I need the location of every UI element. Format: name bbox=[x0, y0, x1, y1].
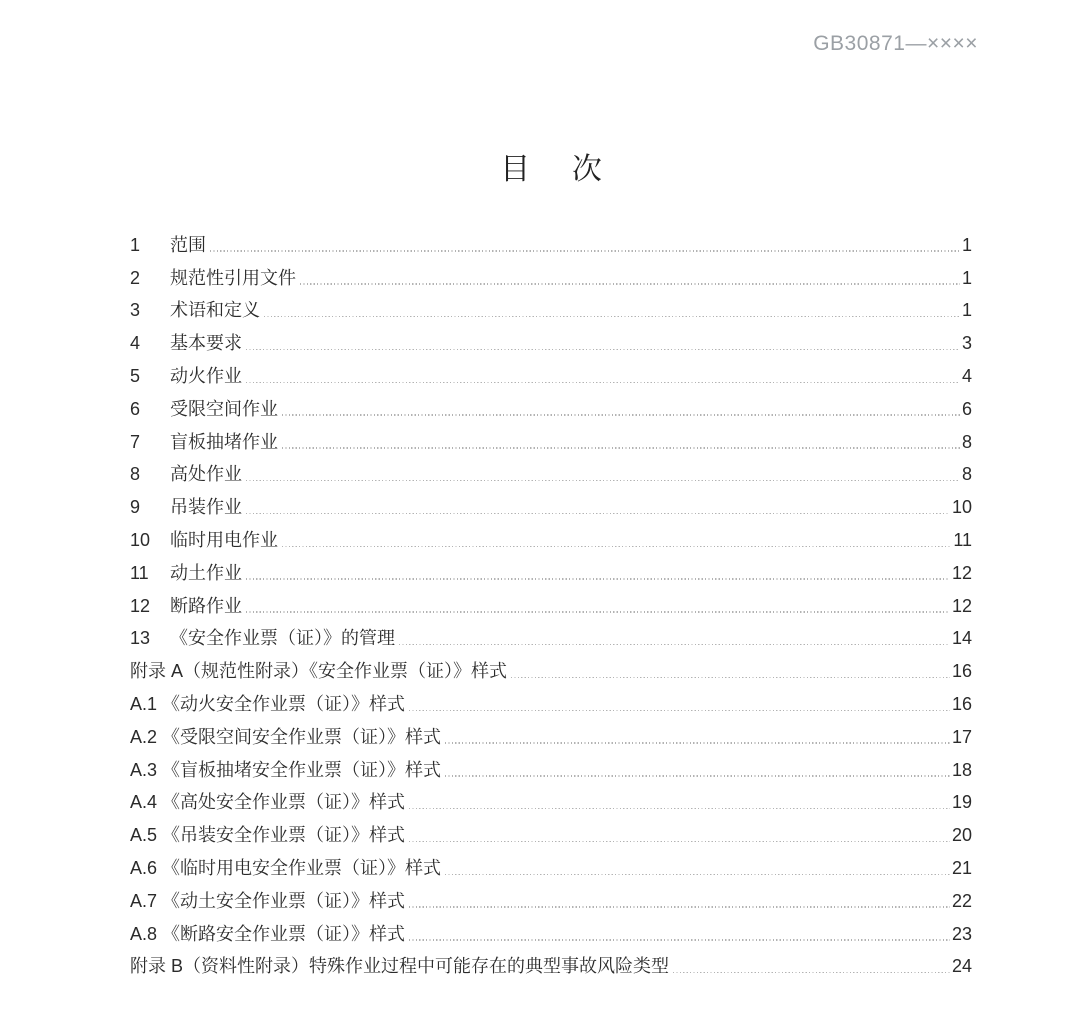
toc-entry bbox=[130, 786, 972, 819]
toc-entry-page: 8 bbox=[961, 431, 972, 452]
toc-leader-dots bbox=[246, 611, 950, 612]
toc-leader-dots bbox=[210, 250, 960, 251]
toc-leader-dots bbox=[445, 775, 950, 776]
toc-entry bbox=[130, 326, 972, 359]
toc-entry-number: 9 bbox=[130, 497, 141, 518]
toc-entry-page: 12 bbox=[951, 595, 972, 616]
toc-entry-page: 4 bbox=[961, 365, 972, 386]
toc-entry bbox=[130, 359, 972, 392]
toc-leader-dots bbox=[445, 874, 950, 875]
toc-leader-dots bbox=[246, 349, 960, 350]
toc-leader-dots bbox=[282, 414, 960, 415]
toc-entry bbox=[130, 261, 972, 294]
toc-entry-page: 22 bbox=[951, 890, 972, 911]
toc-entry-label: A.4 《高处安全作业票（证）》样式 bbox=[130, 792, 406, 813]
toc-entry-label: 受限空间作业 bbox=[170, 398, 278, 419]
toc-entry-label: 术语和定义 bbox=[170, 300, 260, 321]
toc-entry-page: 1 bbox=[961, 300, 972, 321]
toc-entry-number: 5 bbox=[130, 365, 141, 386]
toc-entry-page: 21 bbox=[951, 857, 972, 878]
toc-entry-page: 16 bbox=[951, 661, 972, 682]
toc-entry bbox=[130, 851, 972, 884]
toc-entry-number: 6 bbox=[130, 398, 141, 419]
toc-entry bbox=[130, 720, 972, 753]
toc-entry-number: 11 bbox=[130, 562, 149, 583]
toc-entry bbox=[130, 556, 972, 589]
toc-entry-number: 4 bbox=[130, 333, 141, 354]
toc-leader-dots bbox=[264, 316, 960, 317]
toc-list bbox=[130, 228, 972, 982]
toc-leader-dots bbox=[409, 906, 950, 907]
toc-entry bbox=[130, 294, 972, 327]
toc-entry-label: 吊装作业 bbox=[170, 497, 242, 518]
toc-entry-label: 附录 B（资料性附录）特殊作业过程中可能存在的典型事故风险类型 bbox=[130, 956, 670, 977]
toc-leader-dots bbox=[445, 742, 950, 743]
toc-entry bbox=[130, 458, 972, 491]
toc-leader-dots bbox=[511, 677, 950, 678]
toc-entry-label: 基本要求 bbox=[170, 333, 242, 354]
toc-entry-page: 1 bbox=[961, 267, 972, 288]
toc-entry-page: 20 bbox=[951, 825, 972, 846]
toc-entry bbox=[130, 622, 972, 655]
toc-entry-number: 12 bbox=[130, 595, 151, 616]
toc-leader-dots bbox=[246, 382, 960, 383]
toc-entry-label: 动土作业 bbox=[170, 562, 242, 583]
toc-leader-dots bbox=[409, 710, 950, 711]
toc-leader-dots bbox=[399, 644, 950, 645]
toc-entry bbox=[130, 950, 972, 983]
toc-entry bbox=[130, 818, 972, 851]
toc-entry-label: A.1 《动火安全作业票（证）》样式 bbox=[130, 693, 406, 714]
toc-entry-page: 1 bbox=[961, 234, 972, 255]
toc-leader-dots bbox=[246, 578, 950, 579]
toc-entry-label: A.5 《吊装安全作业票（证）》样式 bbox=[130, 825, 406, 846]
toc-entry-label: 附录 A（规范性附录）《安全作业票（证）》样式 bbox=[130, 661, 508, 682]
toc-entry-page: 16 bbox=[951, 693, 972, 714]
toc-entry-label: A.7 《动土安全作业票（证）》样式 bbox=[130, 890, 406, 911]
standard-number: GB30871—×××× bbox=[813, 32, 978, 55]
toc-entry-page: 10 bbox=[951, 497, 972, 518]
toc-entry-number: 7 bbox=[130, 431, 141, 452]
toc-leader-dots bbox=[409, 841, 950, 842]
toc-entry-label: A.8 《断路安全作业票（证）》样式 bbox=[130, 923, 406, 944]
toc-entry-number: 8 bbox=[130, 464, 141, 485]
toc-entry-page: 18 bbox=[951, 759, 972, 780]
toc-entry bbox=[130, 523, 972, 556]
page-title: 目 次 bbox=[500, 153, 602, 186]
toc-entry-label: 动火作业 bbox=[170, 365, 242, 386]
toc-leader-dots bbox=[246, 513, 950, 514]
toc-entry-label: 范围 bbox=[170, 234, 206, 255]
toc-leader-dots bbox=[300, 283, 960, 284]
toc-entry-number: 3 bbox=[130, 300, 141, 321]
toc-entry-label: 盲板抽堵作业 bbox=[170, 431, 278, 452]
toc-entry-number: 2 bbox=[130, 267, 141, 288]
toc-entry-page: 17 bbox=[951, 726, 972, 747]
toc-entry bbox=[130, 654, 972, 687]
toc-entry bbox=[130, 228, 972, 261]
toc-entry bbox=[130, 884, 972, 917]
toc-entry-label: 临时用电作业 bbox=[170, 529, 278, 550]
toc-entry-page: 24 bbox=[951, 956, 972, 977]
toc-entry-page: 8 bbox=[961, 464, 972, 485]
toc-entry bbox=[130, 425, 972, 458]
toc-entry-page: 11 bbox=[953, 529, 972, 550]
toc-entry-label: A.2 《受限空间安全作业票（证）》样式 bbox=[130, 726, 442, 747]
toc-entry bbox=[130, 490, 972, 523]
toc-entry-page: 14 bbox=[951, 628, 972, 649]
toc-entry-label: A.3 《盲板抽堵安全作业票（证）》样式 bbox=[130, 759, 442, 780]
toc-entry-number: 10 bbox=[130, 529, 151, 550]
toc-leader-dots bbox=[282, 546, 951, 547]
toc-entry-label: 规范性引用文件 bbox=[170, 267, 296, 288]
toc-entry-number: 13 bbox=[130, 628, 151, 649]
toc-entry bbox=[130, 753, 972, 786]
toc-entry-page: 6 bbox=[961, 398, 972, 419]
toc-entry bbox=[130, 392, 972, 425]
toc-entry-number: 1 bbox=[130, 234, 141, 255]
toc-entry-label: 断路作业 bbox=[170, 595, 242, 616]
toc-entry-page: 19 bbox=[951, 792, 972, 813]
toc-entry-label: A.6 《临时用电安全作业票（证）》样式 bbox=[130, 857, 442, 878]
toc-leader-dots bbox=[246, 480, 960, 481]
toc-entry-page: 3 bbox=[961, 333, 972, 354]
toc-entry-label: 《安全作业票（证）》的管理 bbox=[170, 628, 395, 649]
toc-leader-dots bbox=[673, 972, 950, 973]
toc-leader-dots bbox=[409, 939, 950, 940]
toc-leader-dots bbox=[282, 447, 960, 448]
toc-entry-label: 高处作业 bbox=[170, 464, 242, 485]
toc-entry-page: 23 bbox=[951, 923, 972, 944]
toc-entry-page: 12 bbox=[951, 562, 972, 583]
toc-entry bbox=[130, 687, 972, 720]
toc-leader-dots bbox=[409, 808, 950, 809]
toc-entry bbox=[130, 589, 972, 622]
toc-entry bbox=[130, 917, 972, 950]
